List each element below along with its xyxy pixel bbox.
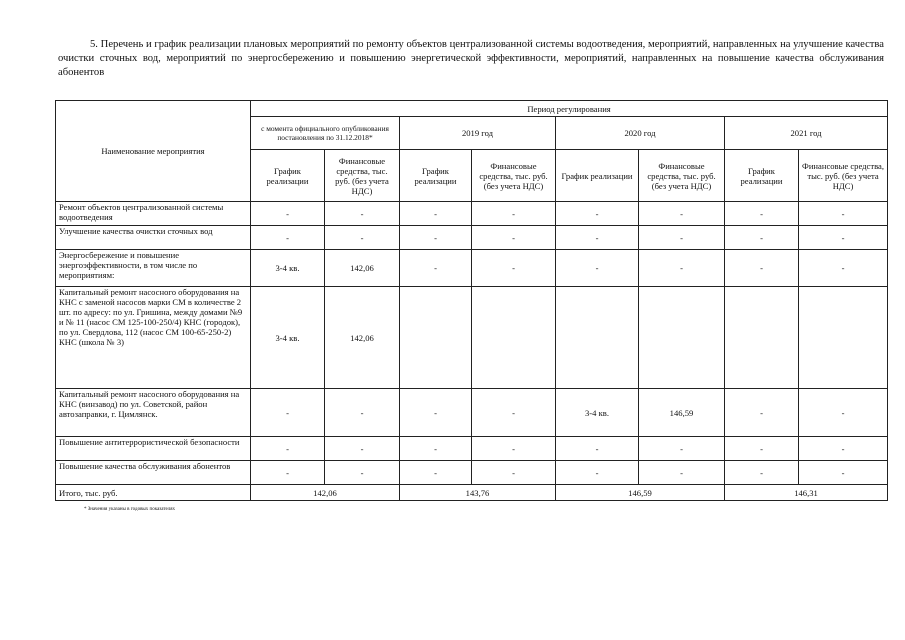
header-period-2: 2020 год <box>556 117 725 150</box>
cell <box>472 287 556 389</box>
total-value: 142,06 <box>251 485 400 501</box>
cell: - <box>472 250 556 287</box>
cell: - <box>725 389 799 437</box>
cell: - <box>556 226 639 250</box>
total-row <box>56 485 888 501</box>
table-row <box>56 202 888 226</box>
cell: - <box>472 389 556 437</box>
cell: - <box>400 202 472 226</box>
row-name: Повышение качества обслуживания абонентов <box>56 461 251 485</box>
header-fin-4: Финансовые средства, тыс. руб. (без учета НДС) <box>799 150 888 202</box>
header-fin-1: Финансовые средства, тыс. руб. (без учета НДС) <box>325 150 400 202</box>
footnote: * Значения указаны в годовых показателях <box>84 507 176 512</box>
cell: - <box>799 250 888 287</box>
total-value: 146,59 <box>556 485 725 501</box>
cell: - <box>251 389 325 437</box>
cell: - <box>400 226 472 250</box>
cell: - <box>400 389 472 437</box>
heading-text: 5. Перечень и график реализации плановых мероприятий по ремонту объектов централизованной системы водоотведения, мероприятий, направленных на улучшение качества очистки сточных вод, мероприятий по энергосбережению и повышению энергетической эффективности, мероприятий, направленных на повышение качества обслуживания абонентов <box>58 39 884 78</box>
cell <box>799 287 888 389</box>
cell: - <box>639 202 725 226</box>
table-row <box>56 389 888 437</box>
document-heading <box>58 38 884 80</box>
header-period: Период регулирования <box>251 101 888 117</box>
cell: - <box>400 437 472 461</box>
header-period-0: с момента официального опубликования постановления по 31.12.2018* <box>251 117 400 150</box>
table-row <box>56 437 888 461</box>
row-name: Повышение антитеррористической безопасности <box>56 437 251 461</box>
header-graph-3: График реализации <box>556 150 639 202</box>
cell: - <box>799 389 888 437</box>
cell: - <box>251 202 325 226</box>
row-name: Улучшение качества очистки сточных вод <box>56 226 251 250</box>
header-graph-4: График реализации <box>725 150 799 202</box>
cell <box>639 287 725 389</box>
cell: - <box>472 461 556 485</box>
cell: - <box>472 202 556 226</box>
cell: - <box>325 202 400 226</box>
cell: - <box>325 461 400 485</box>
cell: 3-4 кв. <box>251 287 325 389</box>
cell: - <box>472 226 556 250</box>
cell: 3-4 кв. <box>556 389 639 437</box>
header-graph-2: График реализации <box>400 150 472 202</box>
row-name: Энергосбережение и повышение энергоэффективности, в том числе по мероприятиям: <box>56 250 251 287</box>
cell: - <box>325 389 400 437</box>
cell: - <box>251 461 325 485</box>
table-row <box>56 250 888 287</box>
cell <box>556 287 639 389</box>
header-period-1: 2019 год <box>400 117 556 150</box>
plan-table <box>55 100 888 501</box>
cell: - <box>799 226 888 250</box>
cell: - <box>725 437 799 461</box>
header-row-period <box>56 101 888 117</box>
cell: - <box>725 461 799 485</box>
table-row <box>56 226 888 250</box>
cell: - <box>400 461 472 485</box>
total-label: Итого, тыс. руб. <box>56 485 251 501</box>
cell: - <box>251 226 325 250</box>
cell: 146,59 <box>639 389 725 437</box>
cell: - <box>556 250 639 287</box>
table-row <box>56 287 888 389</box>
cell: - <box>799 437 888 461</box>
header-fin-3: Финансовые средства, тыс. руб. (без учета НДС) <box>639 150 725 202</box>
cell: - <box>799 202 888 226</box>
row-name: Капитальный ремонт насосного оборудования на КНС с заменой насосов марки СМ в количестве 2 шт. по адресу: по ул. Гришина, между домами №9 и № 11 (насос СМ 125-100-250/4) КНС (городок), по ул. Свердлова, 112 (насос СМ 100-65-250-2) КНС (школа № 3) <box>56 287 251 389</box>
cell: 142,06 <box>325 287 400 389</box>
header-fin-2: Финансовые средства, тыс. руб. (без учета НДС) <box>472 150 556 202</box>
cell: - <box>725 226 799 250</box>
cell: - <box>325 437 400 461</box>
cell <box>400 287 472 389</box>
cell: - <box>639 437 725 461</box>
cell: - <box>556 437 639 461</box>
cell: 3-4 кв. <box>251 250 325 287</box>
cell: - <box>639 226 725 250</box>
cell: - <box>725 250 799 287</box>
header-col-name: Наименование мероприятия <box>56 101 251 202</box>
header-graph-1: График реализации <box>251 150 325 202</box>
total-value: 143,76 <box>400 485 556 501</box>
table-row <box>56 461 888 485</box>
cell: - <box>725 202 799 226</box>
cell: - <box>639 461 725 485</box>
row-name: Ремонт объектов централизованной системы водоотведения <box>56 202 251 226</box>
cell: - <box>251 437 325 461</box>
cell: - <box>472 437 556 461</box>
cell: - <box>556 202 639 226</box>
cell: - <box>556 461 639 485</box>
total-value: 146,31 <box>725 485 888 501</box>
cell <box>725 287 799 389</box>
cell: - <box>325 226 400 250</box>
header-period-3: 2021 год <box>725 117 888 150</box>
cell: 142,06 <box>325 250 400 287</box>
cell: - <box>400 250 472 287</box>
row-name: Капитальный ремонт насосного оборудования на КНС (винзавод) по ул. Советской, район автозаправки, г. Цимлянск. <box>56 389 251 437</box>
cell: - <box>639 250 725 287</box>
cell: - <box>799 461 888 485</box>
